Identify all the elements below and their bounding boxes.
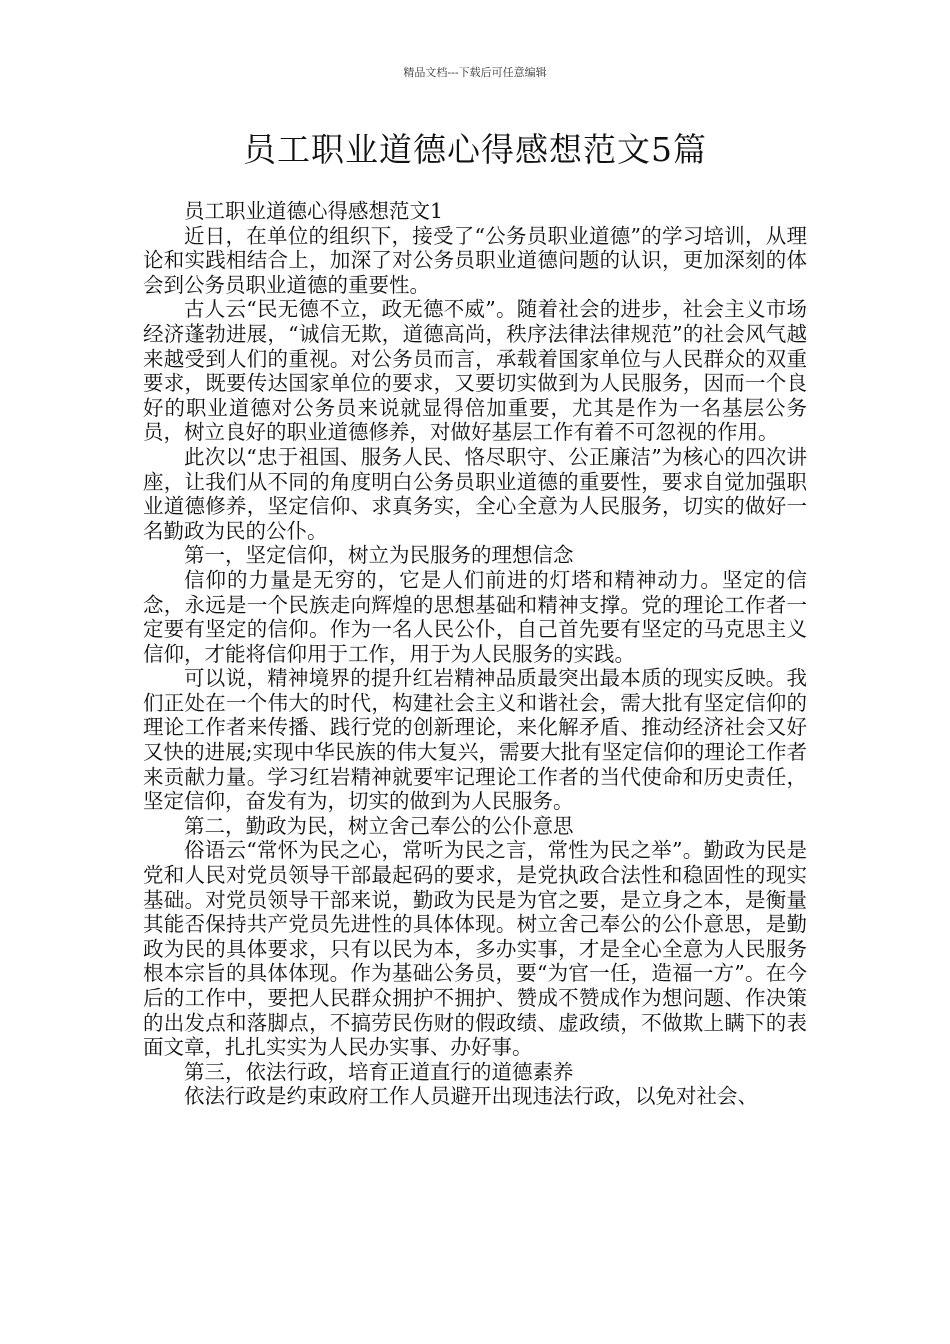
header-note: 精品文档---下载后可任意编辑	[403, 66, 547, 79]
document-body	[143, 199, 807, 1109]
paragraph: 近日，在单位的组织下，接受了“公务员职业道德”的学习培训，从理论和实践相结合上，加深了对公务员职业道德问题的认识，更加深刻的体会到公务员职业道德的重要性。	[143, 223, 807, 297]
paragraph: 信仰的力量是无穷的，它是人们前进的灯塔和精神动力。坚定的信念，永远是一个民族走向辉煌的思想基础和精神支撑。党的理论工作者一定要有坚定的信仰。作为一名人民公仆，自己首先要有坚定的马克思主义信仰，才能将信仰用于工作，用于为人民服务的实践。	[143, 567, 807, 666]
paragraph: 依法行政是约束政府工作人员避开出现违法行政，以免对社会、	[184, 1084, 758, 1109]
section-heading: 第三，依法行政，培育正道直行的道德素养	[184, 1059, 574, 1084]
paragraph: 可以说，精神境界的提升红岩精神品质最突出最本质的现实反映。我们正处在一个伟大的时代，构建社会主义和谐社会，需大批有坚定信仰的理论工作者来传播、践行党的创新理论，来化解矛盾、推动经济社会又好又快的进展;实现中华民族的伟大复兴，需要大批有坚定信仰的理论工作者来贡献力量。学习红岩精神就要牢记理论工作者的当代使命和历史责任，坚定信仰，奋发有为，切实的做到为人民服务。	[143, 666, 807, 814]
document-title: 员工职业道德心得感想范文5篇	[243, 130, 707, 169]
paragraph: 古人云“民无德不立，政无德不威”。随着社会的进步，社会主义市场经济蓬勃进展，“诚信无欺，道德高尚，秩序法律法律规范”的社会风气越来越受到人们的重视。对公务员而言，承载着国家单位与人民群众的双重要求，既要传达国家单位的要求，又要切实做到为人民服务，因而一个良好的职业道德对公务员来说就显得倍加重要，尤其是作为一名基层公务员，树立良好的职业道德修养，对做好基层工作有着不可忽视的作用。	[143, 297, 807, 445]
section-heading: 第一，坚定信仰，树立为民服务的理想信念	[184, 543, 574, 568]
paragraph: 员工职业道德心得感想范文1	[184, 199, 444, 223]
paragraph: 俗语云“常怀为民之心，常听为民之言，常性为民之举”。勤政为民是党和人民对党员领导干部最起码的要求，是党执政合法性和稳固性的现实基础。对党员领导干部来说，勤政为民是为官之要，是立身之本，是衡量其能否保持共产党员先进性的具体体现。树立舍己奉公的公仆意思，是勤政为民的具体要求，只有以民为本，多办实事，才是全心全意为人民服务根本宗旨的具体体现。作为基础公务员，要“为官一任，造福一方”。在今后的工作中，要把人民群众拥护不拥护、赞成不赞成作为想问题、作决策的出发点和落脚点，不搞劳民伤财的假政绩、虚政绩，不做欺上瞒下的表面文章，扎扎实实为人民办实事、办好事。	[143, 838, 807, 1060]
section-heading: 第二，勤政为民，树立舍己奉公的公仆意思	[184, 813, 574, 838]
paragraph: 此次以“忠于祖国、服务人民、恪尽职守、公正廉洁”为核心的四次讲座，让我们从不同的角度明白公务员职业道德的重要性，要求自觉加强职业道德修养，坚定信仰、求真务实，全心全意为人民服务，切实的做好一名勤政为民的公仆。	[143, 444, 807, 543]
